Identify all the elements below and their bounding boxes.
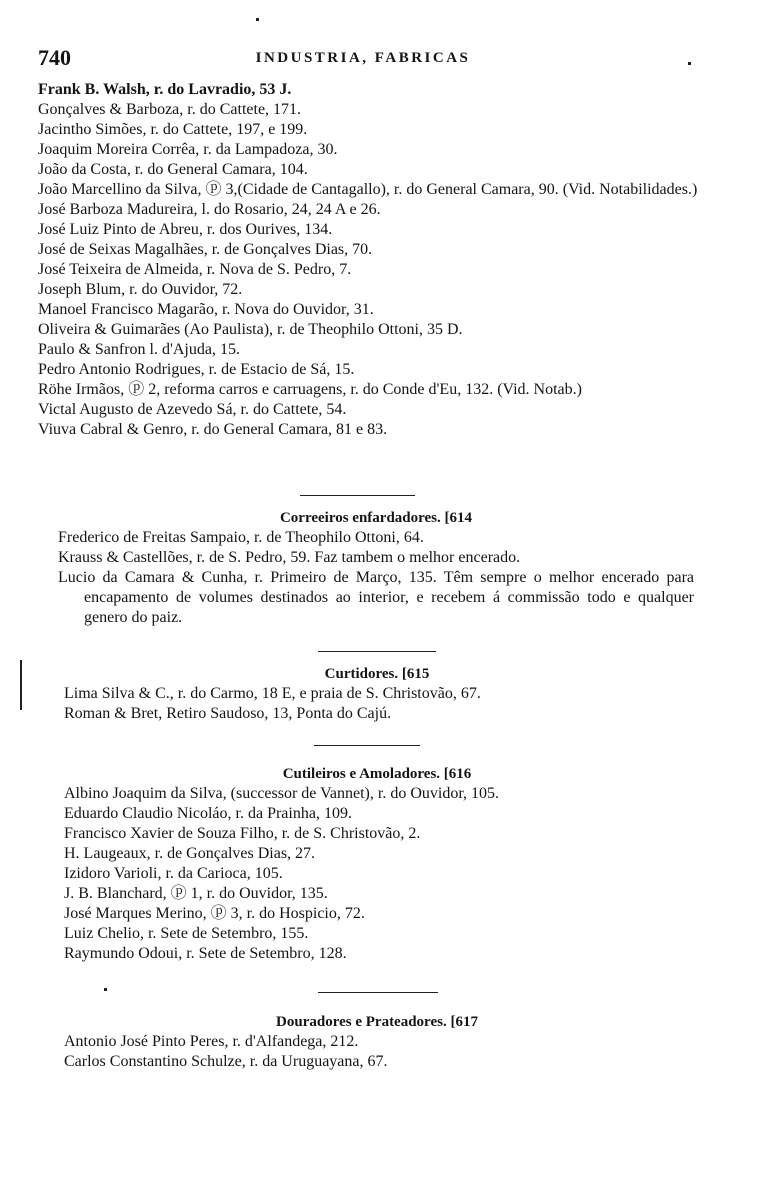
section-correeiros bbox=[58, 508, 694, 628]
list-item: Albino Joaquim da Silva, (successor de Vannet), r. do Ouvidor, 105. bbox=[64, 785, 499, 802]
list-item: Frank B. Walsh, r. do Lavradio, 53 J. bbox=[38, 81, 292, 98]
list-item: Victal Augusto de Azevedo Sá, r. do Cattete, 54. bbox=[38, 401, 347, 418]
scan-speck bbox=[688, 62, 691, 65]
list-item: Pedro Antonio Rodrigues, r. de Estacio de Sá, 15. bbox=[38, 361, 355, 378]
section-heading: Correeiros enfardadores. [614 bbox=[279, 510, 473, 526]
list-item: Gonçalves & Barboza, r. do Cattete, 171. bbox=[38, 101, 302, 118]
section-divider bbox=[300, 495, 415, 496]
list-item: João Marcellino da Silva, ⓟ 3,(Cidade de Cantagallo), r. do General Camara, 90. (Vid. Notabilidades.) bbox=[38, 181, 698, 198]
section-divider bbox=[314, 745, 420, 746]
list-item: Antonio José Pinto Peres, r. d'Alfandega, 212. bbox=[64, 1033, 359, 1050]
page-header bbox=[38, 45, 688, 75]
section-heading: Cutileiros e Amoladores. [616 bbox=[282, 766, 472, 782]
list-item: Paulo & Sanfron l. d'Ajuda, 15. bbox=[38, 341, 240, 358]
list-item: Lucio da Camara & Cunha, r. Primeiro de Março, 135. Têm sempre o melhor encerado para encapamento de volumes destinados ao interior, e recebem á commissão todo e qualquer genero do paiz. bbox=[58, 569, 694, 626]
section-heading: Douradores e Prateadores. [617 bbox=[276, 1014, 478, 1030]
section-curtidores bbox=[64, 664, 690, 724]
list-item: José Barboza Madureira, l. do Rosario, 24, 24 A e 26. bbox=[38, 201, 381, 218]
list-item: Lima Silva & C., r. do Carmo, 18 E, e praia de S. Christovão, 67. bbox=[64, 685, 481, 702]
list-item: Viuva Cabral & Genro, r. do General Camara, 81 e 83. bbox=[38, 421, 388, 438]
list-item: Francisco Xavier de Souza Filho, r. de S. Christovão, 2. bbox=[64, 825, 421, 842]
list-item: Roman & Bret, Retiro Saudoso, 13, Ponta do Cajú. bbox=[64, 705, 392, 722]
list-item: H. Laugeaux, r. de Gonçalves Dias, 27. bbox=[64, 845, 316, 862]
list-item: Izidoro Varioli, r. da Carioca, 105. bbox=[64, 865, 283, 882]
list-item: Raymundo Odoui, r. Sete de Setembro, 128. bbox=[64, 945, 347, 962]
list-item: Oliveira & Guimarães (Ao Paulista), r. de Theophilo Ottoni, 35 D. bbox=[38, 321, 463, 338]
list-item: Joseph Blum, r. do Ouvidor, 72. bbox=[38, 281, 243, 298]
list-item: José Teixeira de Almeida, r. Nova de S. Pedro, 7. bbox=[38, 261, 352, 278]
list-item: Joaquim Moreira Corrêa, r. da Lampadoza, 30. bbox=[38, 141, 338, 158]
list-item: Luiz Chelio, r. Sete de Setembro, 155. bbox=[64, 925, 309, 942]
section-divider bbox=[318, 992, 438, 993]
list-item: José de Seixas Magalhães, r. de Gonçalves Dias, 70. bbox=[38, 241, 373, 258]
list-item: João da Costa, r. do General Camara, 104. bbox=[38, 161, 308, 178]
list-item: José Marques Merino, ⓟ 3, r. do Hospicio, 72. bbox=[64, 905, 365, 922]
section-cutileiros bbox=[64, 764, 690, 964]
list-item: J. B. Blanchard, ⓟ 1, r. do Ouvidor, 135. bbox=[64, 885, 328, 902]
list-item: Manoel Francisco Magarão, r. Nova do Ouvidor, 31. bbox=[38, 301, 374, 318]
list-item: José Luiz Pinto de Abreu, r. dos Ourives, 134. bbox=[38, 221, 333, 238]
running-title: INDUSTRIA, FABRICAS bbox=[255, 50, 471, 66]
section-heading: Curtidores. [615 bbox=[324, 666, 430, 682]
list-item: Frederico de Freitas Sampaio, r. de Theophilo Ottoni, 64. bbox=[58, 529, 424, 546]
section-continued-list bbox=[38, 80, 698, 440]
margin-mark bbox=[20, 660, 22, 710]
section-douradores bbox=[64, 1012, 690, 1072]
list-item: Krauss & Castellões, r. de S. Pedro, 59. Faz tambem o melhor encerado. bbox=[58, 549, 521, 566]
list-item: Jacintho Simões, r. do Cattete, 197, e 199. bbox=[38, 121, 308, 138]
list-item: Carlos Constantino Schulze, r. da Uruguayana, 67. bbox=[64, 1053, 388, 1070]
section-divider bbox=[318, 651, 436, 652]
list-item: Röhe Irmãos, ⓟ 2, reforma carros e carruagens, r. do Conde d'Eu, 132. (Vid. Notab.) bbox=[38, 381, 582, 398]
scan-speck bbox=[256, 18, 259, 21]
page-number: 740 bbox=[38, 45, 71, 70]
list-item: Eduardo Claudio Nicoláo, r. da Prainha, 109. bbox=[64, 805, 352, 822]
scan-speck bbox=[104, 988, 107, 991]
